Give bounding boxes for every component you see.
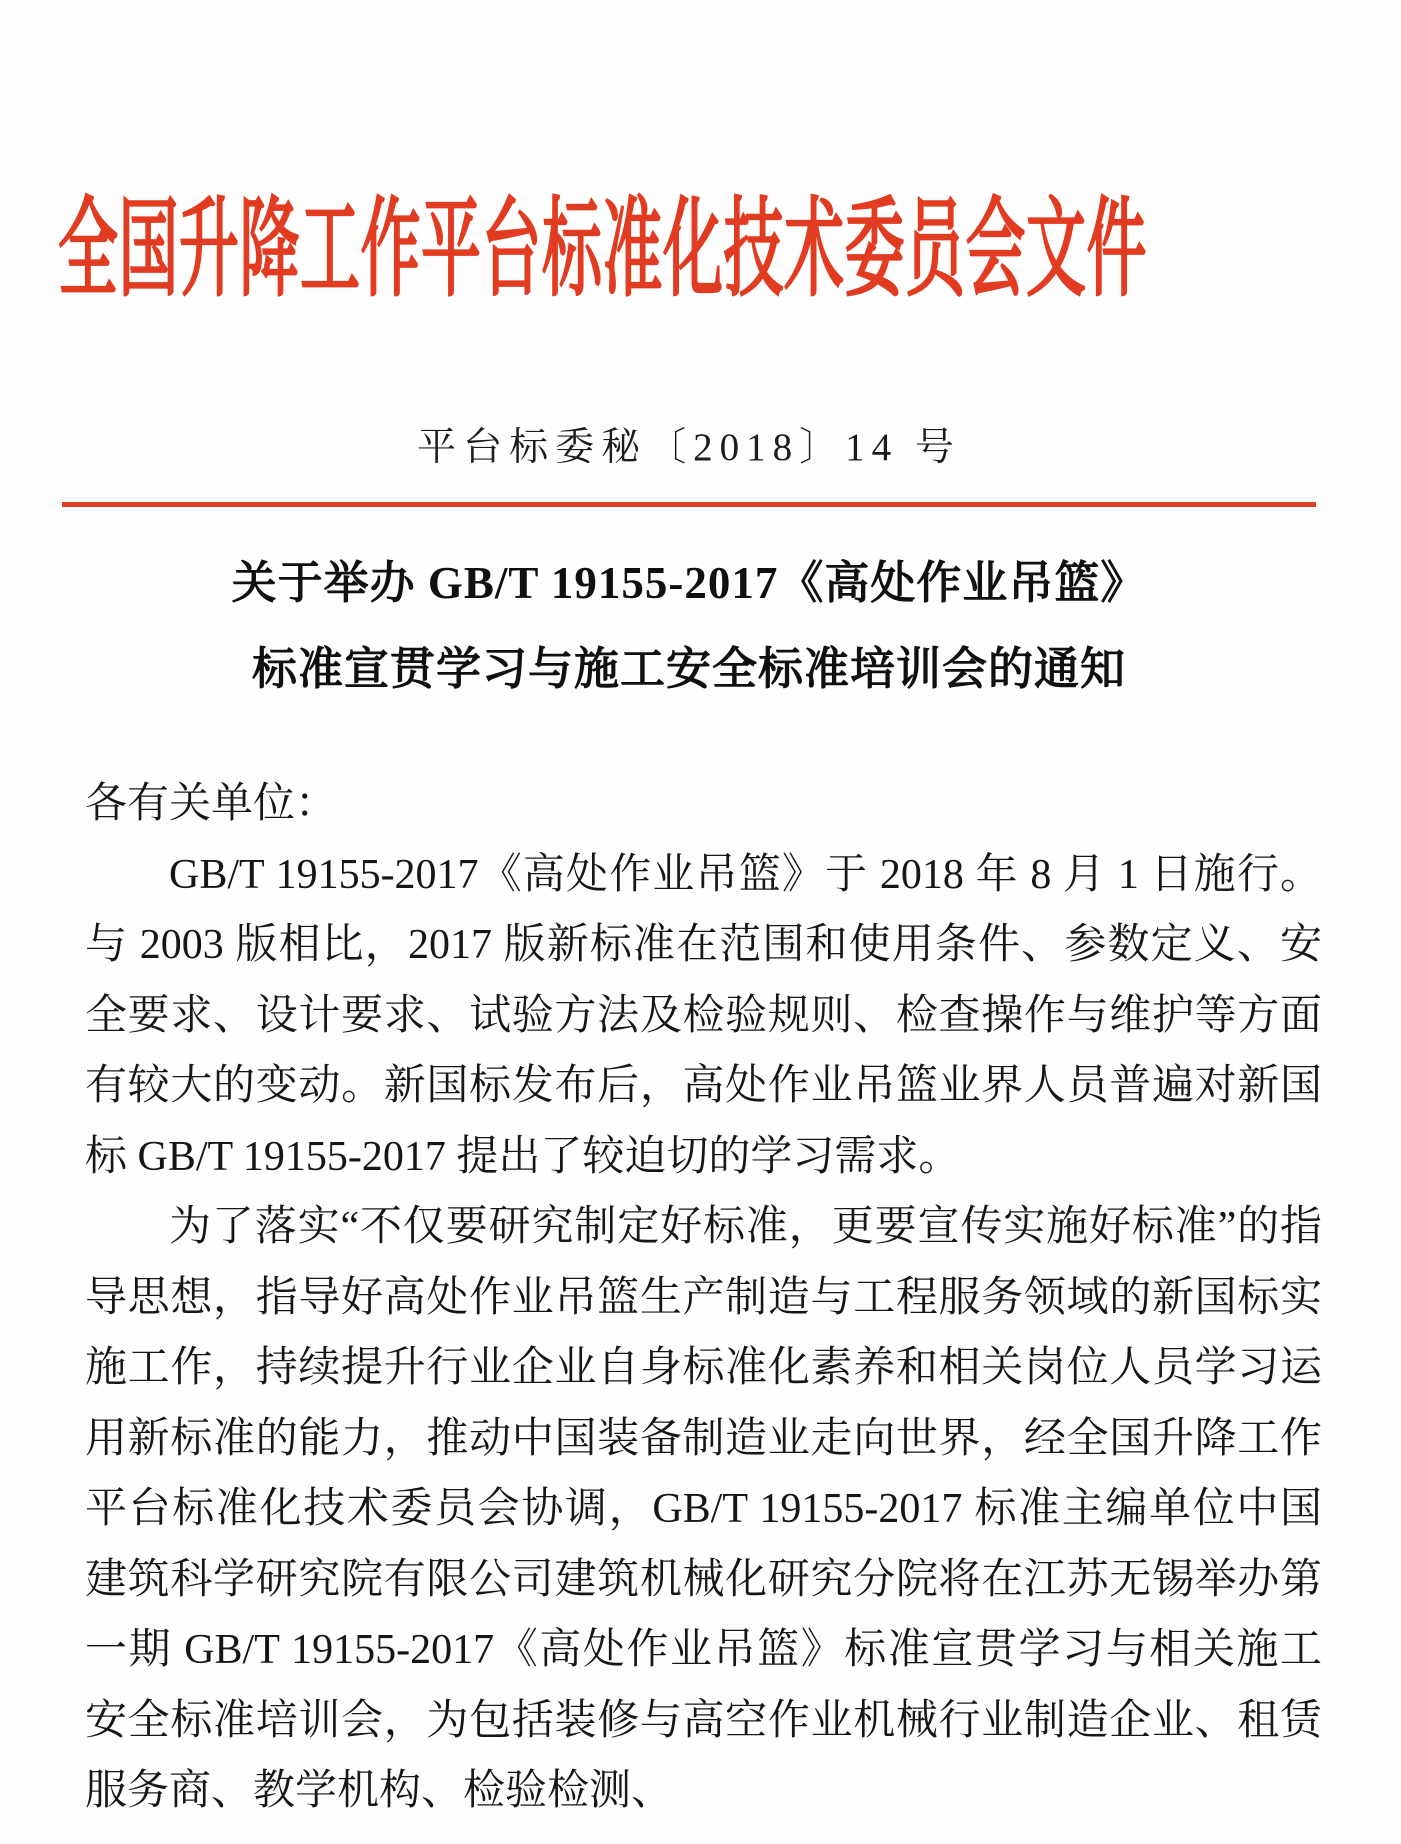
notice-title — [60, 540, 1318, 712]
letterhead — [58, 190, 1147, 310]
notice-title-line-2: 标准宣贯学习与施工安全标准培训会的通知 — [251, 644, 1126, 694]
document-body — [85, 769, 1322, 1827]
header-divider-line — [62, 502, 1316, 507]
letterhead-title: 全国升降工作平台标准化技术委员会文件 — [58, 190, 1147, 310]
salutation: 各有关单位： — [85, 781, 338, 827]
body-paragraph-2: 为了落实“不仅要研究制定好标准，更要宣传实施好标准”的指导思想，指导好高处作业吊篮生产制造与工程服务领域的新国标实施工作，持续提升行业企业自身标准化素养和相关岗位人员学习运用新标准的能力，推动中国装备制造业走向世界，经全国升降工作平台标准化技术委员会协调，GB/T 19155-2017 标准主编单位中国建筑科学研究院有限公司建筑机械化研究分院将在江苏无锡举办第一期 GB/T 19155-2017《高处作业吊篮》标准宣贯学习与相关施工安全标准培训会，为包括装修与高空作业机械行业制造企业、租赁服务商、教学机构、检验检测、 — [85, 1204, 1322, 1814]
document-number: 平台标委秘〔2018〕14 号 — [417, 426, 961, 469]
body-paragraph-1: GB/T 19155-2017《高处作业吊篮》于 2018 年 8 月 1 日施行。与 2003 版相比，2017 版新标准在范围和使用条件、参数定义、安全要求、设计要求、试验方法及检验规则、检查操作与维护等方面有较大的变动。新国标发布后，高处作业吊篮业界人员普遍对新国标 GB/T 19155-2017 提出了较迫切的学习需求。 — [85, 851, 1322, 1180]
notice-title-line-1: 关于举办 GB/T 19155-2017《高处作业吊篮》 — [231, 558, 1147, 608]
